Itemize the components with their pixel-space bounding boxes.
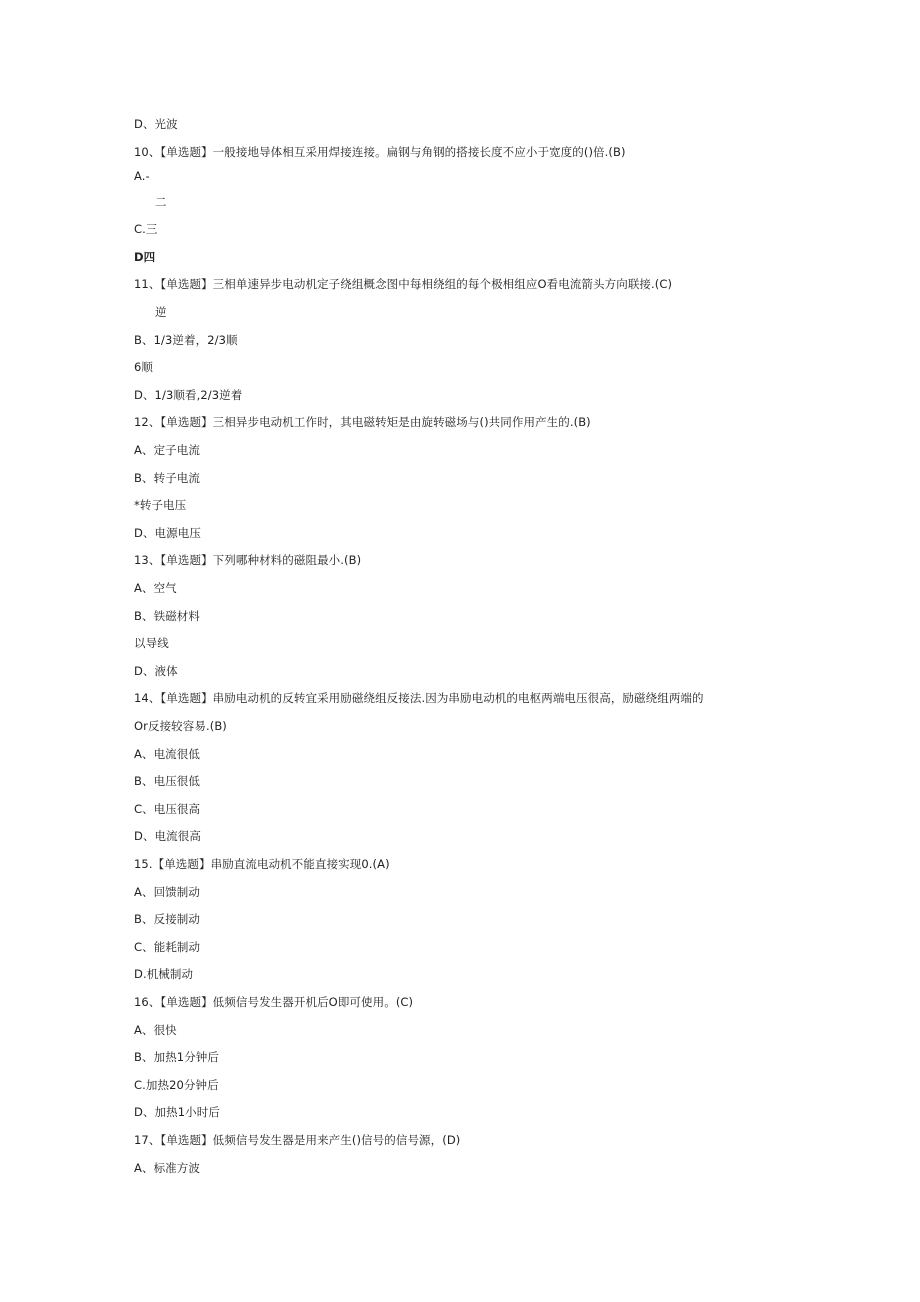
option-d-q14: D、电流很高 [134, 829, 201, 843]
question-10: 10、【单选题】一般接地导体相互采用焊接连接。扁钢与角钢的搭接长度不应小于宽度的()倍.(B) [134, 145, 626, 159]
question-16: 16、【单选题】低频信号发生器开机后O即可使用。(C) [134, 995, 414, 1009]
option-c-q14: C、电压很高 [134, 802, 201, 816]
option-b-q14: B、电压很低 [134, 774, 200, 788]
option-c-q12: *转子电压 [134, 498, 187, 512]
option-d-q13: D、液体 [134, 664, 178, 678]
question-14-continued: Or反接较容易.(B) [134, 719, 227, 733]
option-a-q15: A、回馈制动 [134, 885, 200, 899]
question-13: 13、【单选题】下列哪种材料的磁阻最小.(B) [134, 553, 362, 567]
option-b-q10: 二 [155, 195, 167, 209]
option-a-q10: A.- [134, 169, 150, 183]
option-b-q16: B、加热1分钟后 [134, 1050, 220, 1064]
option-b-q15: B、反接制动 [134, 912, 200, 926]
option-d-q16: D、加热1小时后 [134, 1105, 220, 1119]
option-c-q16: C.加热20分钟后 [134, 1078, 219, 1092]
option-a-q16: A、很快 [134, 1023, 177, 1037]
option-b-q13: B、铁磁材料 [134, 609, 200, 623]
option-d-q9: D、光波 [134, 117, 178, 131]
option-d-q11: D、1/3顺看,2/3逆着 [134, 388, 243, 402]
option-a-q13: A、空气 [134, 581, 177, 595]
option-c-q13: 以导线 [134, 636, 169, 650]
option-d-q12: D、电源电压 [134, 526, 201, 540]
question-17: 17、【单选题】低频信号发生器是用来产生()信号的信号源，(D) [134, 1133, 461, 1147]
option-b-q12: B、转子电流 [134, 471, 200, 485]
option-a-q11: 逆 [155, 305, 167, 319]
option-d-q15: D.机械制动 [134, 967, 194, 981]
question-15: 15.【单选题】串励直流电动机不能直接实现0.(A) [134, 857, 390, 871]
option-c-q10: C.三 [134, 222, 158, 236]
option-c-q15: C、能耗制动 [134, 940, 201, 954]
option-d-q10: D四 [134, 250, 156, 264]
option-b-q11: B、1/3逆着，2/3顺 [134, 333, 238, 347]
option-a-q14: A、电流很低 [134, 747, 200, 761]
question-14: 14、【单选题】串励电动机的反转宜采用励磁绕组反接法.因为串励电动机的电枢两端电压很高，励磁绕组两端的 [134, 691, 704, 705]
option-a-q17: A、标准方波 [134, 1161, 200, 1175]
question-11: 11、【单选题】三相单速异步电动机定子绕组概念图中每相绕组的每个极相组应O看电流箭头方向联接.(C) [134, 277, 673, 291]
option-c-q11: 6顺 [134, 360, 154, 374]
option-a-q12: A、定子电流 [134, 443, 200, 457]
question-12: 12、【单选题】三相异步电动机工作时，其电磁转矩是由旋转磁场与()共同作用产生的.(B) [134, 415, 591, 429]
